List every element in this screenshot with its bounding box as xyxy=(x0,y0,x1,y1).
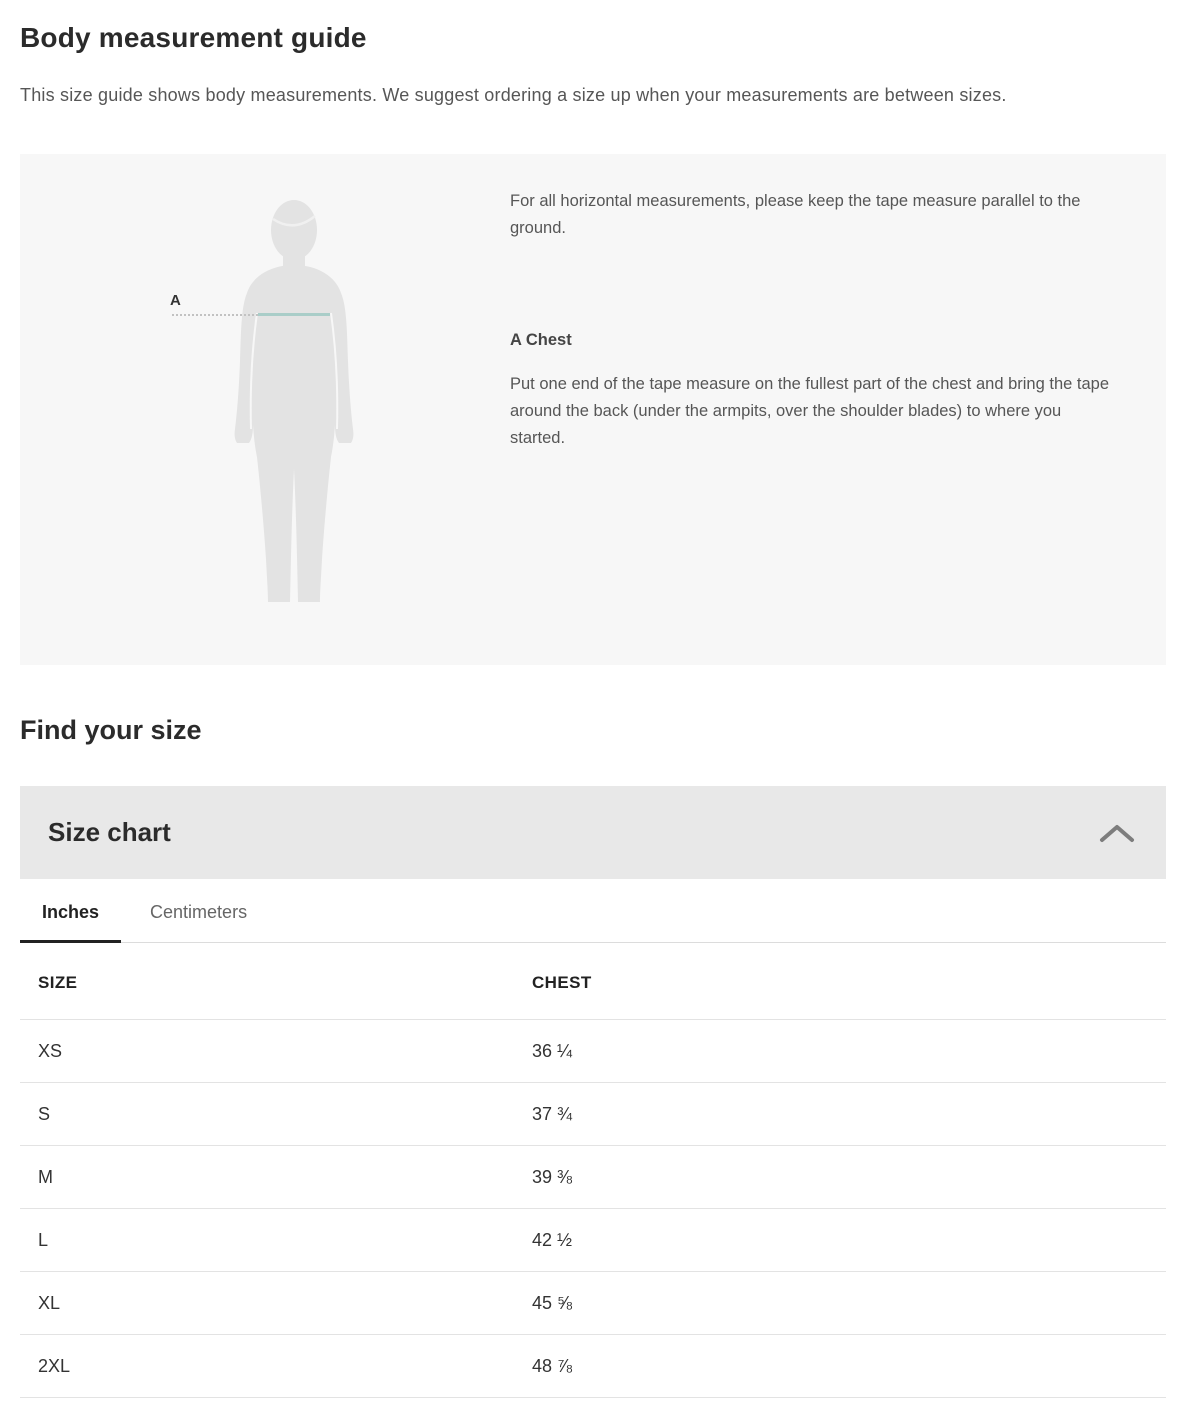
size-cell: S xyxy=(20,1083,514,1146)
find-your-size-heading: Find your size xyxy=(20,715,202,745)
body-silhouette-image xyxy=(230,199,360,609)
chest-cell: 37 ¾ xyxy=(514,1083,1166,1146)
chest-measure-line xyxy=(258,313,330,316)
page-title: Body measurement guide xyxy=(20,22,367,53)
size-cell: 2XL xyxy=(20,1335,514,1398)
size-chart-table xyxy=(20,943,1166,1398)
measurement-guide-panel xyxy=(20,154,1166,665)
chest-marker-label: A xyxy=(170,292,181,309)
size-cell: XL xyxy=(20,1272,514,1335)
table-header-row xyxy=(20,943,1166,1020)
table-row xyxy=(20,1272,1166,1335)
guide-instruction: For all horizontal measurements, please keep the tape measure parallel to the ground. xyxy=(510,192,1081,237)
guide-text-column xyxy=(510,154,1166,665)
measure-description: Put one end of the tape measure on the fullest part of the chest and bring the tape around the back (under the armpits, over the shoulder blades) to where you started. xyxy=(510,375,1109,447)
size-cell: XS xyxy=(20,1020,514,1083)
chest-cell: 45 ⅝ xyxy=(514,1272,1166,1335)
units-tab-bar xyxy=(20,886,1166,943)
table-row xyxy=(20,1146,1166,1209)
tab-inches[interactable]: Inches xyxy=(20,886,121,943)
size-cell: M xyxy=(20,1146,514,1209)
chest-cell: 39 ⅜ xyxy=(514,1146,1166,1209)
size-chart-title: Size chart xyxy=(48,817,171,847)
chest-cell: 48 ⅞ xyxy=(514,1335,1166,1398)
chest-cell: 42 ½ xyxy=(514,1209,1166,1272)
column-header-chest: CHEST xyxy=(514,943,1166,1020)
chevron-up-icon[interactable] xyxy=(1098,822,1136,844)
table-row xyxy=(20,1020,1166,1083)
measure-title: A Chest xyxy=(510,331,572,349)
table-row xyxy=(20,1083,1166,1146)
size-cell: L xyxy=(20,1209,514,1272)
column-header-size: SIZE xyxy=(20,943,514,1020)
table-row xyxy=(20,1335,1166,1398)
table-row xyxy=(20,1209,1166,1272)
body-figure-area xyxy=(20,154,510,665)
size-chart-accordion-header[interactable] xyxy=(20,786,1166,879)
tab-centimeters[interactable]: Centimeters xyxy=(150,902,248,922)
chest-cell: 36 ¼ xyxy=(514,1020,1166,1083)
page-subtitle: This size guide shows body measurements. We suggest ordering a size up when your measurements are between sizes. xyxy=(20,85,1007,105)
marker-dotted-line xyxy=(172,314,258,316)
